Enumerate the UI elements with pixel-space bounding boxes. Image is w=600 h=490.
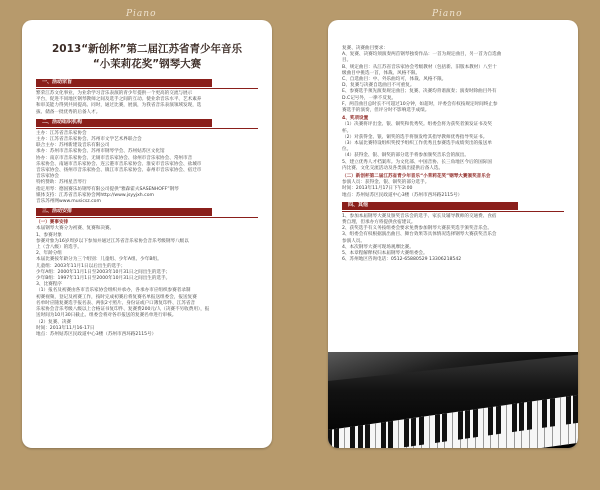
section-text-line: （2）复赛、决赛 bbox=[36, 319, 72, 325]
left-header-label: Piano bbox=[126, 9, 157, 19]
piano-white-key bbox=[484, 407, 492, 448]
other-text-line: 2、获奖选手有义务按组委会要求免费参加钢琴大赛获奖选手颁奖音乐会。 bbox=[342, 226, 492, 232]
intro-text-line: D.C记号外，一律不反复。 bbox=[342, 95, 397, 101]
piano-white-key bbox=[328, 430, 330, 448]
piano-black-key bbox=[573, 395, 578, 424]
intro-text-line: A、复赛、决赛均须演奏两首钢琴独奏作品：一首为规定曲目，另一首为自选曲 bbox=[342, 52, 502, 58]
section-text-line: 本届比赛按年龄分为三个组别：儿童组、少年A组、少年B组。 bbox=[36, 257, 162, 263]
piano-black-key bbox=[542, 399, 547, 428]
piano-black-key bbox=[488, 407, 493, 436]
piano-black-key bbox=[473, 409, 478, 438]
other-text-line: 3、组委会有权根据演出曲目、舞台效果等具体情况选择钢琴大赛获奖音乐会 bbox=[342, 232, 497, 238]
title-line-1: 2013“新创杯”第二届江苏省青少年音乐 bbox=[51, 43, 243, 55]
other-heading: 四、其他 bbox=[342, 202, 518, 210]
right-content bbox=[328, 20, 578, 264]
piano-image bbox=[328, 352, 578, 448]
left-content bbox=[22, 76, 272, 338]
section-text-line: （一）赛事安排 bbox=[36, 220, 69, 226]
intro-text-line: B、规定曲目：从江苏省音乐家协会考级教材（包括新、旧版本教材）八至十 bbox=[342, 64, 497, 70]
piano-black-key bbox=[381, 422, 386, 448]
left-page bbox=[22, 20, 272, 448]
piano-white-key bbox=[376, 422, 384, 448]
intro-text-line: 赛选手的演奏，但评分时不影响选手成绩。 bbox=[342, 108, 430, 114]
section-heading: 二、活动组织机构 bbox=[36, 119, 212, 127]
item-text-line: 杯。 bbox=[342, 128, 352, 134]
piano-black-key bbox=[358, 425, 363, 448]
section-text-line: 时间：2013年11月16-17日 bbox=[36, 325, 95, 331]
section-rule bbox=[36, 88, 258, 89]
item-text-line: （4）获得金、银、铜奖的部分选手将参加颁奖音乐会的演出。 bbox=[342, 153, 469, 159]
section-heading: 一、活动宗旨 bbox=[36, 79, 212, 87]
section-text-line: 音乐家协会 bbox=[36, 174, 59, 180]
item-text-line: 参演人员：获得金、银、铜奖的部分选手。 bbox=[342, 180, 430, 186]
item-label: 4、奖项设置 bbox=[342, 116, 369, 122]
section-text-line: 乐家协会音乐考级八级以上合格证书复印件、复赛费200元/人（决赛不另收费用），报 bbox=[36, 307, 210, 313]
other-text-line: 参演人员。 bbox=[342, 238, 365, 244]
section-text-line: 特约赞助：苏州星音琴行 bbox=[36, 180, 87, 186]
section-text-line: 主办：江苏省音乐家协会 bbox=[36, 130, 87, 136]
section-text-line: 乐家协会、南通市音乐家协会、连云港市音乐家协会、淮安市音乐家协会、盐城市 bbox=[36, 161, 202, 167]
section-text-line: 3、比赛程序 bbox=[36, 282, 62, 288]
piano-black-key bbox=[404, 419, 409, 448]
item-text-line: 位。 bbox=[342, 147, 352, 153]
piano-black-key bbox=[442, 413, 447, 442]
section-text-line: 上（含八级）的选手。 bbox=[36, 245, 82, 251]
section-text-line: 指定用琴：德国赛乐坊钢琴有限公司提供“雅森霍夫SASENHOFF”钢琴 bbox=[36, 186, 179, 192]
section-text-line: 音乐苏州网www.musicsz.com bbox=[36, 199, 101, 205]
title-line-2: “小茉莉花奖”钢琴大赛 bbox=[92, 58, 202, 70]
piano-black-key bbox=[512, 403, 517, 432]
page-title bbox=[32, 42, 262, 72]
piano-white-key bbox=[399, 419, 407, 448]
piano-black-key bbox=[465, 410, 470, 439]
piano-lid bbox=[328, 352, 578, 382]
item-text-line: （2）对获得金、银、铜奖的选手将颁发给其指导教师优秀指导奖证书。 bbox=[342, 134, 488, 140]
section-text-line: 少年B组：1997年11月1日至2000年10月31日之间出生的选手。 bbox=[36, 276, 171, 282]
other-text-line: 5、本章程解释权归本届钢琴大赛组委会。 bbox=[342, 251, 428, 257]
section-text-line: 承办：苏州市音乐家协会、苏州市钢琴学会、苏州姑苏区文化馆 bbox=[36, 149, 165, 155]
item-text-line: 5、建立优秀人才档案库。为文化部、中国音协、长三角地区今后的国际国 bbox=[342, 159, 492, 165]
section-text-line: 协办：南京市音乐家协会、无锡市音乐家协会、徐州市音乐家协会、常州市音 bbox=[36, 155, 193, 161]
item-text-line: （3）本届比赛特设组织奖授予组织工作优秀且参赛选手成绩突出的报送单 bbox=[342, 141, 492, 147]
section-text-line: 地点：苏州姑苏区民政道中心3楼（苏州市西环路2115号） bbox=[36, 331, 157, 337]
section-text-line: 参赛对象为16岁周岁以下参加并通过江苏省音乐家协会音乐考级钢琴八级以 bbox=[36, 238, 189, 244]
item-text-line: （1）决赛将评出金、银、铜奖和优秀奖。组委会将为获奖者颁发证书及奖 bbox=[342, 122, 492, 128]
item-label: （二）新创杯第二届江苏省青少年音乐“小茉莉花奖”钢琴大赛颁奖音乐会 bbox=[342, 174, 491, 180]
section-text-line: 主办：江苏省音乐家协会、苏州市文学艺术界联合会 bbox=[36, 137, 142, 143]
piano-black-key bbox=[496, 406, 501, 435]
section-text-line: 和审美能力得到共同提高。同时，通过比赛，展演，为我省音乐表演领域发现，选 bbox=[36, 103, 202, 109]
section-text-line: 繁荣江苏文化事业，为业余学习音乐表演的青少年提供一个更高的交流与展示 bbox=[36, 91, 193, 96]
other-text-line: 6、苏州地区咨询电话：0512-65880529 13306218542 bbox=[342, 257, 462, 263]
piano-black-key bbox=[388, 421, 393, 448]
section-text-line: 1、参赛对象 bbox=[36, 232, 62, 238]
intro-text-line: F、两首曲目总时长不可超过10分钟，如超时，评委会有权按规定时间终止参 bbox=[342, 101, 498, 107]
section-text-line: 音乐家协会、扬州市音乐家协会、镇江市音乐家协会、泰州市音乐家协会、宿迁市 bbox=[36, 168, 202, 174]
piano-white-key bbox=[507, 404, 515, 448]
piano-black-key bbox=[365, 424, 370, 448]
section-text-line: 2、年龄分组 bbox=[36, 251, 62, 257]
other-text-line: 费自理，但承办方将提供食宿建议。 bbox=[342, 220, 416, 226]
section-rule bbox=[36, 128, 258, 129]
section-rule bbox=[342, 211, 564, 212]
other-text-line: 4、本次钢琴大赛可现场观摩比赛。 bbox=[342, 244, 414, 250]
item-text-line: 内比赛、文化交流活动及各类演出提供后备人选。 bbox=[342, 165, 444, 171]
piano-white-key bbox=[538, 399, 546, 448]
intro-text-line: D、复赛与决赛自选曲目不可重复。 bbox=[342, 83, 415, 89]
piano-black-key bbox=[419, 416, 424, 445]
piano-black-key bbox=[550, 398, 555, 427]
intro-text-line: 复赛、决赛曲目要求： bbox=[342, 46, 388, 51]
piano-white-key bbox=[561, 396, 569, 445]
piano-black-key bbox=[411, 418, 416, 447]
section-heading: 三、活动安排 bbox=[36, 208, 212, 216]
section-text-line: 少年A组：2000年11月1日至2003年10月31日之间出生的选手； bbox=[36, 269, 171, 275]
item-text-line: 地点：苏州姑苏区民政道中心3楼（苏州市西环路2115号） bbox=[342, 192, 463, 198]
section-rule bbox=[36, 217, 258, 218]
piano-white-key bbox=[345, 426, 353, 448]
piano-black-key bbox=[328, 429, 332, 448]
piano-black-key bbox=[527, 401, 532, 430]
piano-white-key bbox=[430, 415, 438, 448]
piano-keys bbox=[328, 394, 578, 448]
section-text-line: 儿童组：2003年11月1日以后出生的选手； bbox=[36, 263, 126, 269]
piano-black-key bbox=[519, 402, 524, 431]
section-text-line: （1）报名及初赛由各市音乐家协会组织并承办，各承办市应组织参赛者录制 bbox=[36, 288, 191, 294]
section-text-line: 初赛视频，登记及初赛工作，按时完成初赛后将复赛名单报送组委会，报送复赛 bbox=[36, 294, 197, 300]
section-text-line: 名单时应随复赛选手报名表、两张2寸照片、身份证或户口簿复印件、江苏省音 bbox=[36, 300, 196, 306]
piano-white-key bbox=[453, 411, 461, 448]
section-text-line: 本届钢琴大赛分为初赛、复赛和决赛。 bbox=[36, 226, 115, 232]
section-text-line: 平台，促进不同地区钢琴教师之间及选手之间的互动。使业余音乐水平、艺术素养 bbox=[36, 97, 202, 103]
section-text-line: 联合主办：苏州新建设音乐有限公司 bbox=[36, 143, 110, 149]
intro-text-line: C、自选曲目：中、外乐曲均可，体裁、风格不限。 bbox=[342, 77, 447, 83]
section-text-line: 送时间为10月30日截止。组委会将对各市报送的复赛名单进行审核。 bbox=[36, 313, 177, 319]
right-header-label: Piano bbox=[432, 9, 463, 19]
piano-black-key bbox=[334, 428, 339, 448]
right-page bbox=[328, 20, 578, 448]
section-text-line: 拔、储备一批优秀的后备人才。 bbox=[36, 109, 101, 115]
other-text-line: 1、参加本届钢琴大赛及颁奖音乐会的选手、家长及辅导教师的交通费、食宿 bbox=[342, 213, 497, 219]
item-text-line: 时间：2013年11月17日下午2:00 bbox=[342, 186, 413, 192]
piano-black-key bbox=[350, 426, 355, 448]
intro-text-line: E、参赛选手须先演奏规定曲目；复赛、决赛均背谱演奏；演奏时除曲目外有 bbox=[342, 89, 497, 95]
piano-black-key bbox=[566, 396, 571, 425]
intro-text-line: 目。 bbox=[342, 58, 352, 64]
piano-black-key bbox=[435, 414, 440, 443]
piano-black-key bbox=[458, 411, 463, 440]
section-text-line: 媒体支持：江苏省音乐家协会网http://www.jsyyjxh.com bbox=[36, 192, 154, 198]
intro-text-line: 级曲目中挑选一首，体裁、风格不限。 bbox=[342, 70, 421, 76]
